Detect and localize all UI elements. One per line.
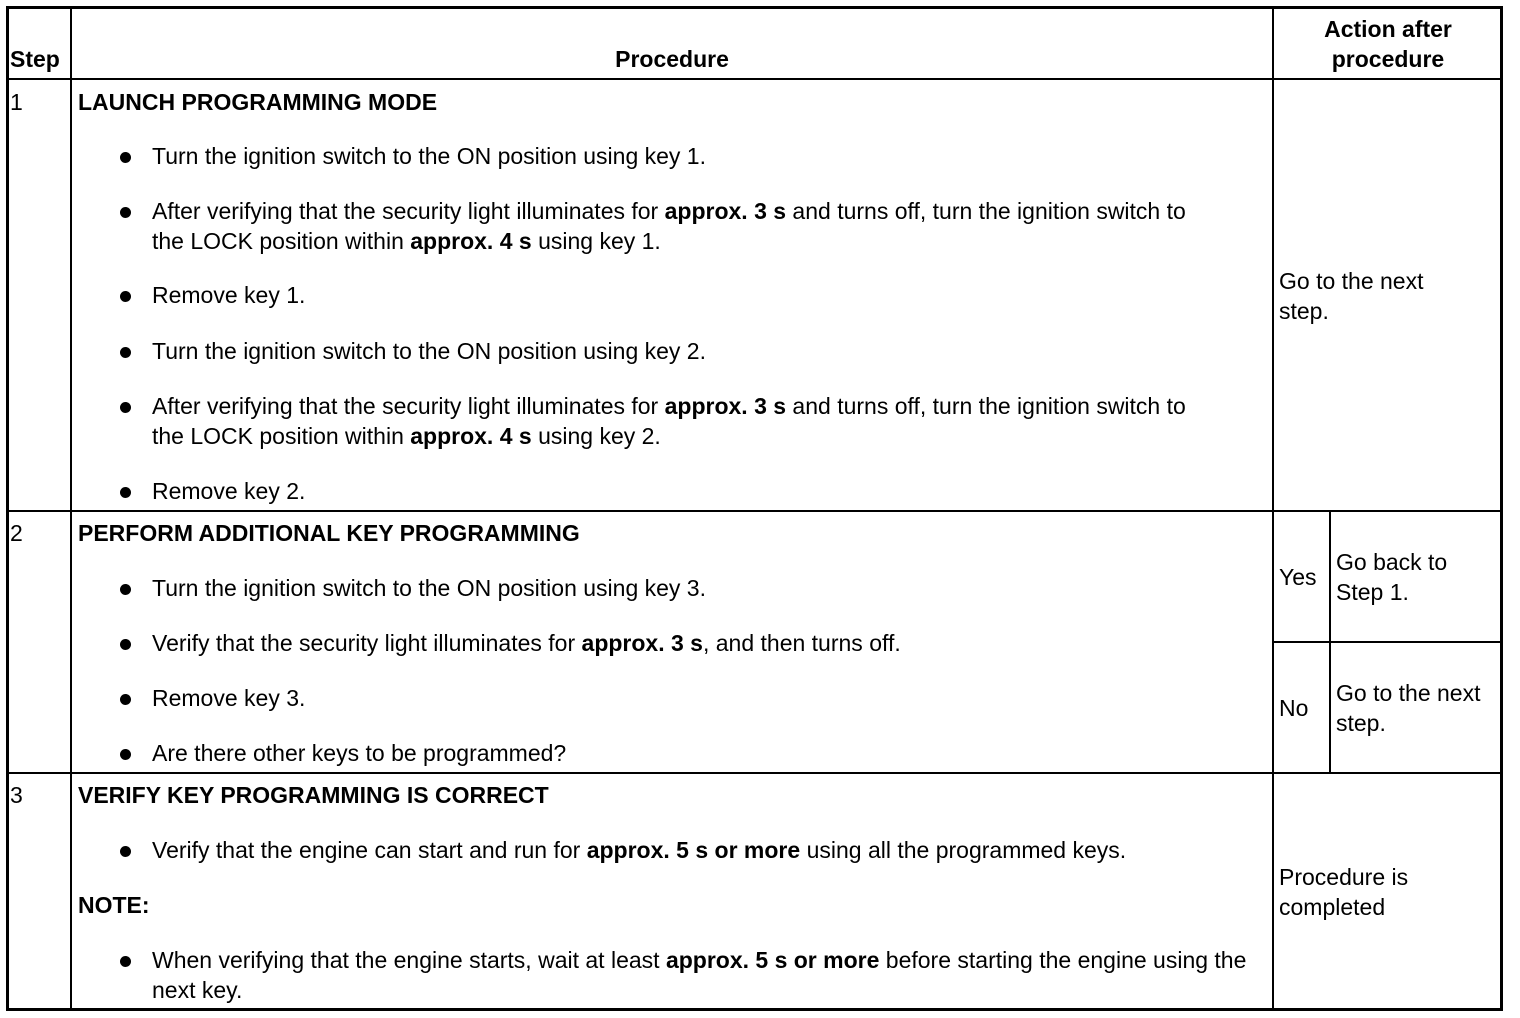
list-item: Verify that the engine can start and run for approx. 5 s or more using all the programmed keys. bbox=[152, 837, 1127, 863]
list-item: Verify that the security light illuminates for approx. 3 s, and then turns off. bbox=[152, 630, 901, 656]
bullet-icon bbox=[120, 291, 131, 302]
list-item: When verifying that the engine starts, wait at least approx. 5 s or more before starting the engine using the next key. bbox=[152, 947, 1247, 1003]
step-title: LAUNCH PROGRAMMING MODE bbox=[78, 89, 438, 115]
header-step: Step bbox=[10, 46, 60, 72]
list-item: Remove key 2. bbox=[152, 478, 306, 504]
step-title: PERFORM ADDITIONAL KEY PROGRAMMING bbox=[78, 520, 580, 546]
note-label: NOTE: bbox=[78, 892, 150, 918]
bullet-icon bbox=[120, 846, 131, 857]
bullet-icon bbox=[120, 584, 131, 595]
action-text: Procedure is completed bbox=[1279, 864, 1409, 920]
list-item: Remove key 3. bbox=[152, 685, 306, 711]
no-action-text: Go to the next step. bbox=[1336, 680, 1481, 736]
header-procedure: Procedure bbox=[615, 46, 729, 72]
bullet-icon bbox=[120, 402, 131, 413]
bullet-icon bbox=[120, 207, 131, 218]
yes-action-text: Go back to Step 1. bbox=[1336, 549, 1448, 605]
column-divider-action bbox=[1272, 6, 1274, 1011]
list-item: Turn the ignition switch to the ON position using key 3. bbox=[152, 575, 706, 601]
list-item: Are there other keys to be programmed? bbox=[152, 740, 567, 766]
column-divider-step bbox=[70, 6, 72, 1011]
step-title: VERIFY KEY PROGRAMMING IS CORRECT bbox=[78, 782, 549, 808]
list-item: After verifying that the security light illuminates for approx. 3 s and turns off, turn the ignition switch to the LOCK position within approx. 4 s using key 1. bbox=[152, 198, 1186, 254]
yes-label: Yes bbox=[1279, 564, 1317, 590]
bullet-icon bbox=[120, 487, 131, 498]
bullet-icon bbox=[120, 749, 131, 760]
row-divider-yes-no bbox=[1272, 641, 1503, 643]
list-item: Remove key 1. bbox=[152, 282, 306, 308]
list-item: Turn the ignition switch to the ON position using key 2. bbox=[152, 338, 706, 364]
bullet-icon bbox=[120, 639, 131, 650]
no-label: No bbox=[1279, 695, 1309, 721]
list-item: After verifying that the security light illuminates for approx. 3 s and turns off, turn the ignition switch to the LOCK position within approx. 4 s using key 2. bbox=[152, 393, 1186, 449]
header-action-line2: procedure bbox=[1331, 46, 1445, 72]
list-item: Turn the ignition switch to the ON position using key 1. bbox=[152, 143, 706, 169]
row-divider-step2 bbox=[6, 772, 1503, 774]
step-number: 1 bbox=[10, 89, 23, 115]
step-number: 2 bbox=[10, 520, 23, 546]
bullet-icon bbox=[120, 956, 131, 967]
header-action-line1: Action after bbox=[1324, 16, 1452, 42]
action-text: Go to the next step. bbox=[1279, 268, 1424, 324]
row-divider-header bbox=[6, 78, 1503, 80]
bullet-icon bbox=[120, 347, 131, 358]
row-divider-step1 bbox=[6, 510, 1503, 512]
bullet-icon bbox=[120, 152, 131, 163]
step-number: 3 bbox=[10, 782, 23, 808]
bullet-icon bbox=[120, 694, 131, 705]
